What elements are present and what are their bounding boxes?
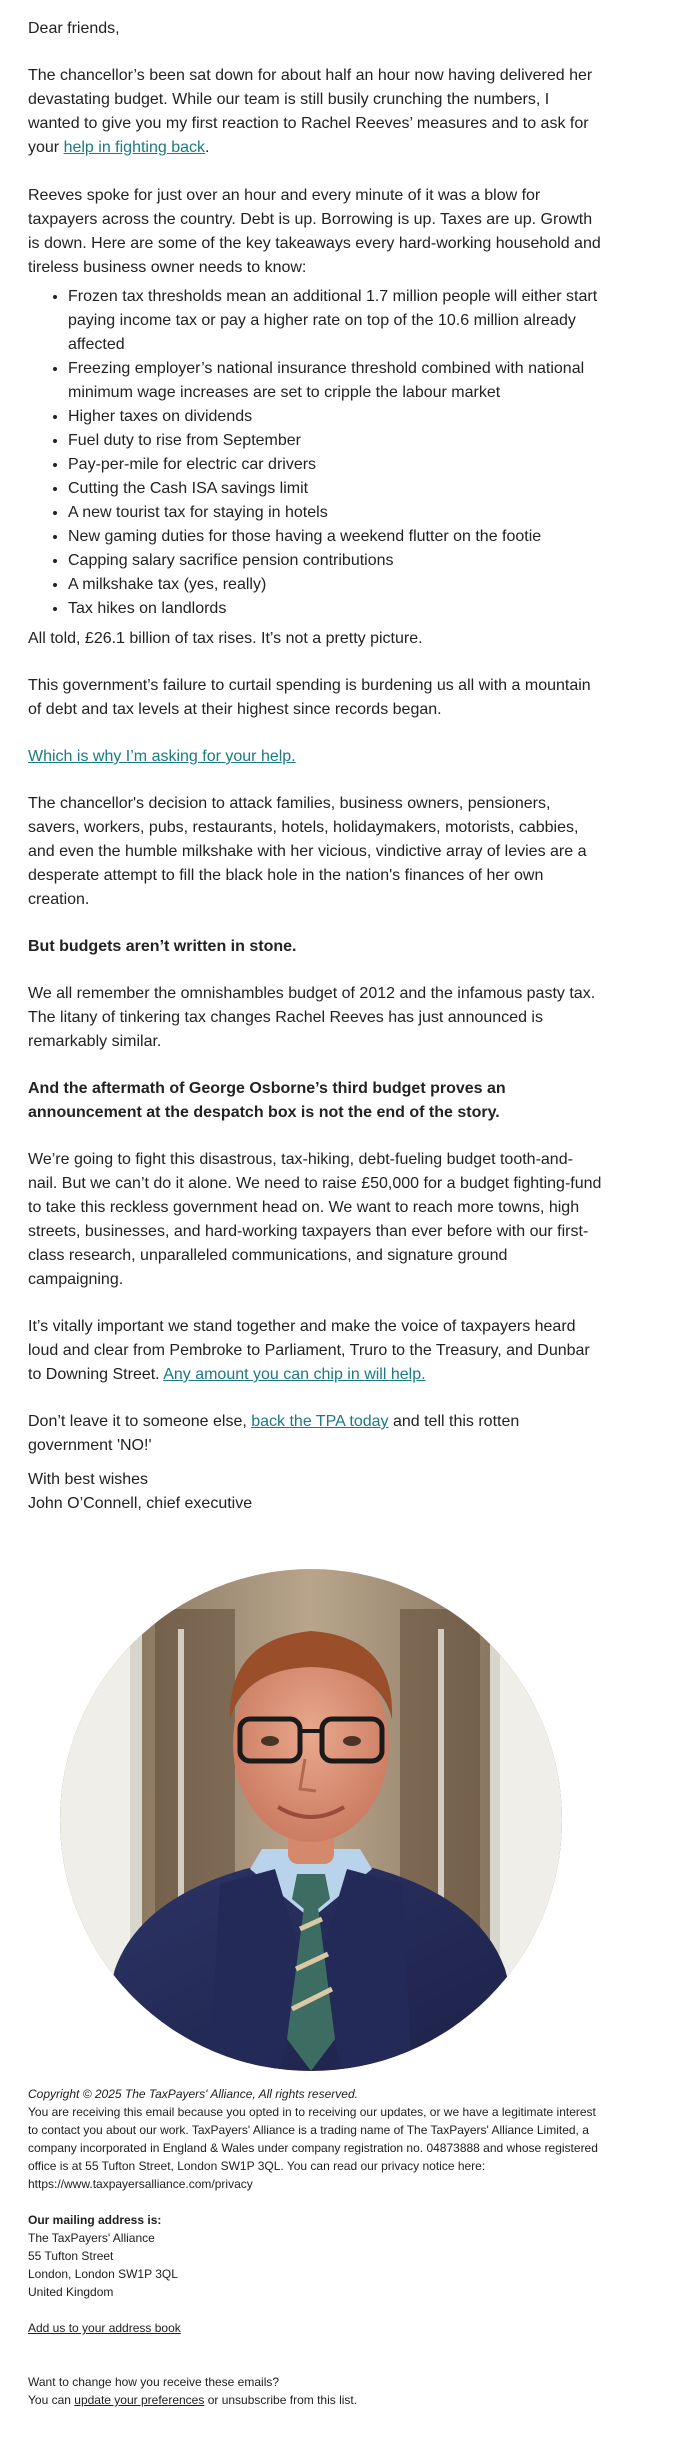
change-question: Want to change how you receive these emails? xyxy=(28,2375,280,2389)
address-line: 55 Tufton Street xyxy=(28,2249,114,2263)
address-line: London, London SW1P 3QL xyxy=(28,2267,178,2281)
portrait-illustration xyxy=(60,1569,562,2071)
attack-paragraph: The chancellor's decision to attack families, business owners, pensioners, savers, workers, pubs, restaurants, hotels, holidaymakers, motorists, cabbies, and even the humble milkshake with her vicious, vindictive array of levies are a desperate attempt to fill the black hole in the nation's finances of her own creation. xyxy=(28,795,587,908)
list-item: • Fuel duty to rise from September xyxy=(68,429,602,453)
budgets-heading: But budgets aren’t written in stone. xyxy=(28,938,297,955)
list-item: • Tax hikes on landlords xyxy=(68,597,602,621)
fight-paragraph: We’re going to fight this disastrous, tax-hiking, debt-fueling budget tooth-and-nail. But we can’t do it alone. We need to raise £50,000 for a budget fighting-fund to take this reckless government head on. We want to reach more towns, high streets, businesses, and hard-working taxpayers than ever before with our first-class research, unparalleled communications, and signature ground campaigning. xyxy=(28,1151,602,1288)
asking-help-paragraph xyxy=(28,745,602,769)
email-footer xyxy=(28,2085,602,2409)
stand-together-paragraph: It’s vitally important we stand together and make the voice of taxpayers heard loud and clear from Pembroke to Parliament, Truro to the Treasury, and Dunbar to Downing Street. Any amount you can chip in will help. xyxy=(28,1318,590,1383)
intro-paragraph: The chancellor’s been sat down for about half an hour now having delivered her devastating budget. While our team is still busily crunching the numbers, I wanted to give you my first reaction to Rachel Reeves’ measures and to ask for your help in fighting back. xyxy=(28,67,593,156)
address-line: United Kingdom xyxy=(28,2285,114,2299)
total-paragraph: All told, £26.1 billion of tax rises. It’s not a pretty picture. xyxy=(28,630,423,647)
mailing-heading: Our mailing address is: xyxy=(28,2213,162,2227)
list-item: • Higher taxes on dividends xyxy=(68,405,602,429)
summary-paragraph: Reeves spoke for just over an hour and every minute of it was a blow for taxpayers across the country. Debt is up. Borrowing is up. Taxes are up. Growth is down. Here are some of the key takeaways every hard-working household and tireless business owner needs to know: xyxy=(28,187,601,276)
back-tpa-paragraph: Don’t leave it to someone else, back the TPA today and tell this rotten government 'NO!' xyxy=(28,1413,520,1454)
list-item: • Pay-per-mile for electric car drivers xyxy=(68,453,602,477)
list-item: • New gaming duties for those having a weekend flutter on the footie xyxy=(68,525,602,549)
asking-help-link[interactable]: Which is why I’m asking for your help. xyxy=(28,748,296,765)
osborne-heading: And the aftermath of George Osborne’s third budget proves an announcement at the despatch box is not the end of the story. xyxy=(28,1080,506,1121)
list-item: • A milkshake tax (yes, really) xyxy=(68,573,602,597)
list-item: • Frozen tax thresholds mean an additional 1.7 million people will either start paying income tax or pay a higher rate on top of the 10.6 million already affected xyxy=(68,285,602,357)
update-preferences-link[interactable]: update your preferences xyxy=(74,2393,205,2407)
signature: John O’Connell, chief executive xyxy=(28,1495,253,1512)
takeaways-list xyxy=(28,285,602,621)
chip-in-link[interactable]: Any amount you can chip in will help. xyxy=(163,1366,426,1383)
list-item: • Capping salary sacrifice pension contributions xyxy=(68,549,602,573)
pasty-tax-paragraph: We all remember the omnishambles budget of 2012 and the infamous pasty tax. The litany of tinkering tax changes Rachel Reeves has just announced is remarkably similar. xyxy=(28,985,596,1050)
help-fighting-back-link[interactable]: help in fighting back xyxy=(63,139,206,156)
copyright: Copyright © 2025 The TaxPayers' Alliance, All rights reserved. xyxy=(28,2087,358,2101)
back-tpa-link[interactable]: back the TPA today xyxy=(251,1413,389,1430)
spending-paragraph: This government’s failure to curtail spending is burdening us all with a mountain of debt and tax levels at their highest since records began. xyxy=(28,677,591,718)
greeting: Dear friends, xyxy=(28,20,120,37)
address-line: The TaxPayers' Alliance xyxy=(28,2231,155,2245)
list-item: • Freezing employer’s national insurance threshold combined with national minimum wage increases are set to cripple the labour market xyxy=(68,357,602,405)
add-address-book-link[interactable]: Add us to your address book xyxy=(28,2321,181,2335)
list-item: • Cutting the Cash ISA savings limit xyxy=(68,477,602,501)
legal-notice: You are receiving this email because you opted in to receiving our updates, or we have a legitimate interest to contact you about our work. TaxPayers' Alliance is a trading name of The TaxPayers' Alliance Limited, a company incorporated in England & Wales under company registration no. 04873888 and whose registered office is at 55 Tufton Street, London SW1P 3QL. You can read our privacy notice here: https://www.taxpayersalliance.com/privacy xyxy=(28,2105,598,2191)
list-item: • A new tourist tax for staying in hotels xyxy=(68,501,602,525)
signoff: With best wishes xyxy=(28,1471,149,1488)
address-book-row xyxy=(28,2319,602,2337)
author-portrait xyxy=(60,1569,562,2071)
preferences-row: You can update your preferences or unsubscribe from this list. xyxy=(28,2393,358,2407)
email-body xyxy=(28,0,602,1516)
